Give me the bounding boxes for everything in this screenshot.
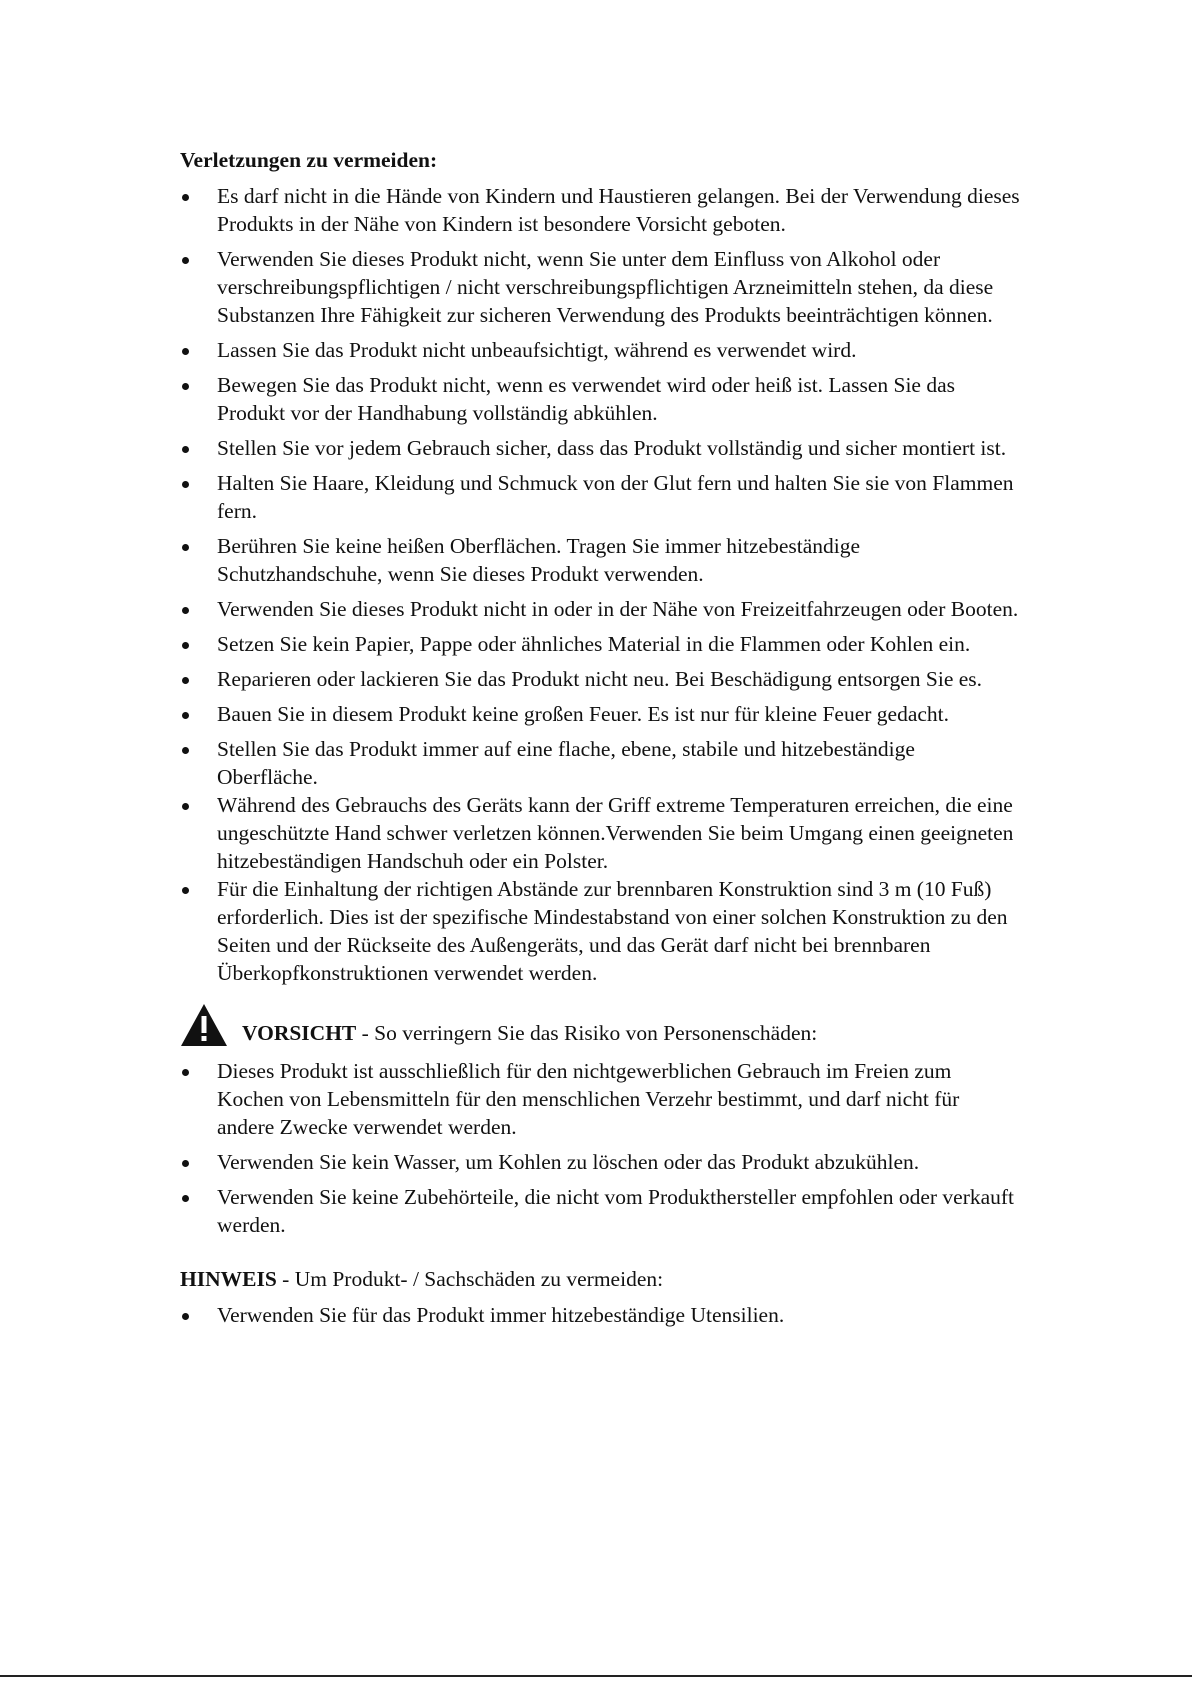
list-item: Während des Gebrauchs des Geräts kann der Griff extreme Temperaturen erreichen, die eine ungeschützte Hand schwer verletzen können.Verwenden Sie beim Umgang einen geeigneten hitzebeständigen Handschuh oder ein Polster. <box>180 791 1020 875</box>
bullet-icon <box>182 1160 189 1167</box>
list-item: Reparieren oder lackieren Sie das Produkt nicht neu. Bei Beschädigung entsorgen Sie es. <box>180 665 1020 693</box>
bullet-icon <box>182 1195 189 1202</box>
injury-list <box>180 182 1020 791</box>
list-item: Verwenden Sie für das Produkt immer hitzebeständige Utensilien. <box>180 1301 1020 1329</box>
list-item: Es darf nicht in die Hände von Kindern und Haustieren gelangen. Bei der Verwendung dieses Produkts in der Nähe von Kindern ist besondere Vorsicht geboten. <box>180 182 1020 238</box>
notice-title: HINWEIS <box>180 1267 277 1291</box>
bullet-icon <box>182 383 189 390</box>
section-heading-injury: Verletzungen zu vermeiden: <box>180 148 438 172</box>
bullet-icon <box>182 887 189 894</box>
bullet-icon <box>182 481 189 488</box>
bullet-icon <box>182 348 189 355</box>
list-item: Stellen Sie das Produkt immer auf eine flache, ebene, stabile und hitzebeständige Oberfläche. <box>180 735 1020 791</box>
bullet-icon <box>182 747 189 754</box>
list-item: Verwenden Sie keine Zubehörteile, die nicht vom Produkthersteller empfohlen oder verkauft werden. <box>180 1183 1020 1239</box>
notice-heading <box>180 1265 1020 1293</box>
list-item: Für die Einhaltung der richtigen Abstände zur brennbaren Konstruktion sind 3 m (10 Fuß) erforderlich. Dies ist der spezifische Mindestabstand von einer solchen Konstruktion zu den Seiten und der Rückseite des Außengeräts, und das Gerät darf nicht bei brennbaren Überkopfkonstruktionen verwendet werden. <box>180 875 1020 987</box>
injury-list-continued <box>180 791 1020 987</box>
bullet-icon <box>182 194 189 201</box>
bullet-icon <box>182 803 189 810</box>
bullet-icon <box>182 642 189 649</box>
bullet-icon <box>182 607 189 614</box>
list-item: Bauen Sie in diesem Produkt keine großen Feuer. Es ist nur für kleine Feuer gedacht. <box>180 700 1020 728</box>
list-item: Stellen Sie vor jedem Gebrauch sicher, dass das Produkt vollständig und sicher montiert ist. <box>180 434 1020 462</box>
list-item: Verwenden Sie kein Wasser, um Kohlen zu löschen oder das Produkt abzukühlen. <box>180 1148 1020 1176</box>
list-item: Lassen Sie das Produkt nicht unbeaufsichtigt, während es verwendet wird. <box>180 336 1020 364</box>
document-page <box>180 146 1020 1336</box>
list-item: Bewegen Sie das Produkt nicht, wenn es verwendet wird oder heiß ist. Lassen Sie das Produkt vor der Handhabung vollständig abkühlen. <box>180 371 1020 427</box>
bullet-icon <box>182 1313 189 1320</box>
list-item: Verwenden Sie dieses Produkt nicht in oder in der Nähe von Freizeitfahrzeugen oder Booten. <box>180 595 1020 623</box>
bullet-icon <box>182 677 189 684</box>
warning-triangle-icon <box>180 1003 228 1047</box>
bullet-icon <box>182 544 189 551</box>
caution-heading <box>180 1003 1020 1047</box>
caution-list <box>180 1057 1020 1239</box>
list-item: Berühren Sie keine heißen Oberflächen. Tragen Sie immer hitzebeständige Schutzhandschuhe, wenn Sie dieses Produkt verwenden. <box>180 532 1020 588</box>
list-item: Halten Sie Haare, Kleidung und Schmuck von der Glut fern und halten Sie sie von Flammen fern. <box>180 469 1020 525</box>
list-item: Dieses Produkt ist ausschließlich für den nichtgewerblichen Gebrauch im Freien zum Kochen von Lebensmitteln für den menschlichen Verzehr bestimmt, und darf nicht für andere Zwecke verwendet werden. <box>180 1057 1020 1141</box>
bullet-icon <box>182 1069 189 1076</box>
caution-title: VORSICHT <box>242 1021 357 1045</box>
bullet-icon <box>182 257 189 264</box>
notice-text: - Um Produkt- / Sachschäden zu vermeiden: <box>276 1267 664 1291</box>
bullet-icon <box>182 446 189 453</box>
list-item: Setzen Sie kein Papier, Pappe oder ähnliches Material in die Flammen oder Kohlen ein. <box>180 630 1020 658</box>
bullet-icon <box>182 712 189 719</box>
caution-text: - So verringern Sie das Risiko von Personenschäden: <box>356 1021 818 1045</box>
notice-list <box>180 1301 1020 1329</box>
footer-divider <box>0 1675 1192 1677</box>
list-item: Verwenden Sie dieses Produkt nicht, wenn Sie unter dem Einfluss von Alkohol oder verschreibungspflichtigen / nicht verschreibungspflichtigen Arzneimitteln stehen, da diese Substanzen Ihre Fähigkeit zur sicheren Verwendung des Produkts beeinträchtigen können. <box>180 245 1020 329</box>
